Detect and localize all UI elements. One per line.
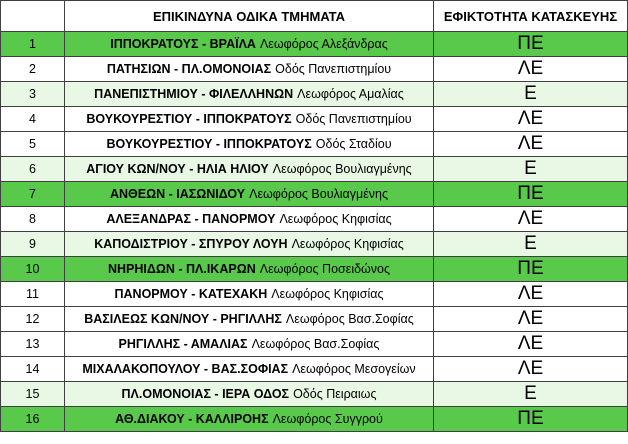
header-segment-cell: ΕΠΙΚΙΝΔΥΝΑ ΟΔΙΚΑ ΤΜΗΜΑΤΑ (65, 1, 434, 32)
road-segment-cell (65, 157, 434, 182)
table-row (1, 257, 628, 282)
table-row (1, 232, 628, 257)
table-row (1, 82, 628, 107)
header-number-cell (1, 1, 65, 32)
row-number-cell: 5 (1, 132, 65, 157)
junction-name: ΠΛ.ΟΜΟΝΟΙΑΣ - ΙΕΡΑ ΟΔΟΣ (121, 387, 290, 401)
junction-name: ΑΘ.ΔΙΑΚΟΥ - ΚΑΛΛΙΡΟΗΣ (115, 412, 269, 426)
road-name: Λεωφόρος Βουλιαγμένης (249, 187, 389, 201)
row-number-cell: 8 (1, 207, 65, 232)
feasibility-code-cell: Ε (434, 232, 628, 257)
road-segment-cell (65, 307, 434, 332)
feasibility-code-cell: ΛΕ (434, 57, 628, 82)
row-number-cell: 7 (1, 182, 65, 207)
row-number-cell: 6 (1, 157, 65, 182)
road-segment-cell (65, 407, 434, 432)
junction-name: ΚΑΠΟΔΙΣΤΡΙΟΥ - ΣΠΥΡΟΥ ΛΟΥΗ (94, 237, 288, 251)
table-row (1, 157, 628, 182)
road-name: Λεωφόρος Ποσειδώνος (259, 262, 391, 276)
junction-name: ΙΠΠΟΚΡΑΤΟΥΣ - ΒΡΑΪΛΑ (110, 37, 256, 51)
road-segment-cell (65, 332, 434, 357)
table-row (1, 307, 628, 332)
road-name: Λεωφόρος Βασ.Σοφίας (251, 337, 380, 351)
feasibility-code-cell: ΠΕ (434, 182, 628, 207)
road-name: Λεωφόρος Κηφισίας (271, 287, 384, 301)
junction-name: ΑΓΙΟΥ ΚΩΝ/ΝΟΥ - ΗΛΙΑ ΗΛΙΟΥ (86, 162, 269, 176)
junction-name: ΝΗΡΗΙΔΩΝ - ΠΛ.ΙΚΑΡΩΝ (107, 262, 256, 276)
feasibility-code-cell: ΛΕ (434, 282, 628, 307)
row-number-cell: 2 (1, 57, 65, 82)
junction-name: ΠΑΝΟΡΜΟΥ - ΚΑΤΕΧΑΚΗ (114, 287, 268, 301)
feasibility-code-cell: ΛΕ (434, 132, 628, 157)
junction-name: ΑΝΘΕΩΝ - ΙΑΣΩΝΙΔΟΥ (109, 187, 246, 201)
row-number-cell: 13 (1, 332, 65, 357)
road-name: Λεωφόρος Κηφισίας (291, 237, 404, 251)
table-row (1, 107, 628, 132)
row-number-cell: 9 (1, 232, 65, 257)
road-segment-cell (65, 357, 434, 382)
feasibility-code-cell: ΠΕ (434, 257, 628, 282)
road-segment-cell (65, 232, 434, 257)
road-segment-cell (65, 382, 434, 407)
road-name: Οδός Πανεπιστημίου (275, 62, 392, 76)
row-number-cell: 1 (1, 32, 65, 57)
feasibility-code-cell: ΛΕ (434, 332, 628, 357)
row-number-cell: 11 (1, 282, 65, 307)
feasibility-code-cell: ΠΕ (434, 32, 628, 57)
row-number-cell: 16 (1, 407, 65, 432)
road-name: Οδός Πειραιως (293, 387, 377, 401)
junction-name: ΒΑΣΙΛΕΩΣ ΚΩΝ/ΝΟΥ - ΡΗΓΙΛΛΗΣ (84, 312, 282, 326)
feasibility-code-cell: Ε (434, 82, 628, 107)
road-segment-cell (65, 182, 434, 207)
table-row (1, 332, 628, 357)
road-name: Λεωφόρος Αλεξάνδρας (259, 37, 388, 51)
junction-name: ΠΑΝΕΠΙΣΤΗΜΙΟΥ - ΦΙΛΕΛΛΗΝΩΝ (94, 87, 294, 101)
road-segment-cell (65, 82, 434, 107)
table-row (1, 382, 628, 407)
row-number-cell: 3 (1, 82, 65, 107)
table-row (1, 282, 628, 307)
feasibility-code-cell: ΠΕ (434, 407, 628, 432)
junction-name: ΑΛΕΞΑΝΔΡΑΣ - ΠΑΝΟΡΜΟΥ (106, 212, 276, 226)
feasibility-code-cell: ΛΕ (434, 107, 628, 132)
header-feasibility-cell: ΕΦΙΚΤΟΤΗΤΑ ΚΑΤΑΣΚΕΥΗΣ (434, 1, 628, 32)
table-row (1, 57, 628, 82)
feasibility-code-cell: ΛΕ (434, 357, 628, 382)
feasibility-code-cell: Ε (434, 157, 628, 182)
row-number-cell: 10 (1, 257, 65, 282)
road-segment-cell (65, 32, 434, 57)
table-row (1, 182, 628, 207)
table-row (1, 32, 628, 57)
row-number-cell: 15 (1, 382, 65, 407)
feasibility-code-cell: Ε (434, 382, 628, 407)
table-row (1, 357, 628, 382)
junction-name: ΡΗΓΙΛΛΗΣ - ΑΜΑΛΙΑΣ (118, 337, 248, 351)
feasibility-code-cell: ΛΕ (434, 207, 628, 232)
feasibility-code-cell: ΛΕ (434, 307, 628, 332)
road-name: Οδός Σταδίου (315, 137, 392, 151)
road-name: Λεωφόρος Μεσογείων (292, 362, 416, 376)
road-segment-cell (65, 282, 434, 307)
road-segment-cell (65, 107, 434, 132)
junction-name: ΒΟΥΚΟΥΡΕΣΤΙΟΥ - ΙΠΠΟΚΡΑΤΟΥΣ (106, 137, 312, 151)
junction-name: ΠΑΤΗΣΙΩΝ - ΠΛ.ΟΜΟΝΟΙΑΣ (106, 62, 272, 76)
road-segment-cell (65, 207, 434, 232)
road-name: Λεωφόρος Κηφισίας (279, 212, 392, 226)
header-row (1, 1, 628, 32)
junction-name: ΜΙΧΑΛΑΚΟΠΟΥΛΟΥ - ΒΑΣ.ΣΟΦΙΑΣ (82, 362, 289, 376)
road-name: Λεωφόρος Αμαλίας (297, 87, 404, 101)
road-segment-cell (65, 57, 434, 82)
road-name: Οδός Πανεπιστημίου (295, 112, 412, 126)
row-number-cell: 4 (1, 107, 65, 132)
table-row (1, 132, 628, 157)
table-row (1, 207, 628, 232)
road-segment-cell (65, 132, 434, 157)
road-name: Λεωφόρος Συγγρού (272, 412, 383, 426)
junction-name: ΒΟΥΚΟΥΡΕΣΤΙΟΥ - ΙΠΠΟΚΡΑΤΟΥΣ (86, 112, 292, 126)
row-number-cell: 12 (1, 307, 65, 332)
row-number-cell: 14 (1, 357, 65, 382)
road-segment-cell (65, 257, 434, 282)
road-name: Λεωφόρος Βασ.Σοφίας (285, 312, 414, 326)
road-name: Λεωφόρος Βουλιαγμένης (272, 162, 412, 176)
table-row (1, 407, 628, 432)
